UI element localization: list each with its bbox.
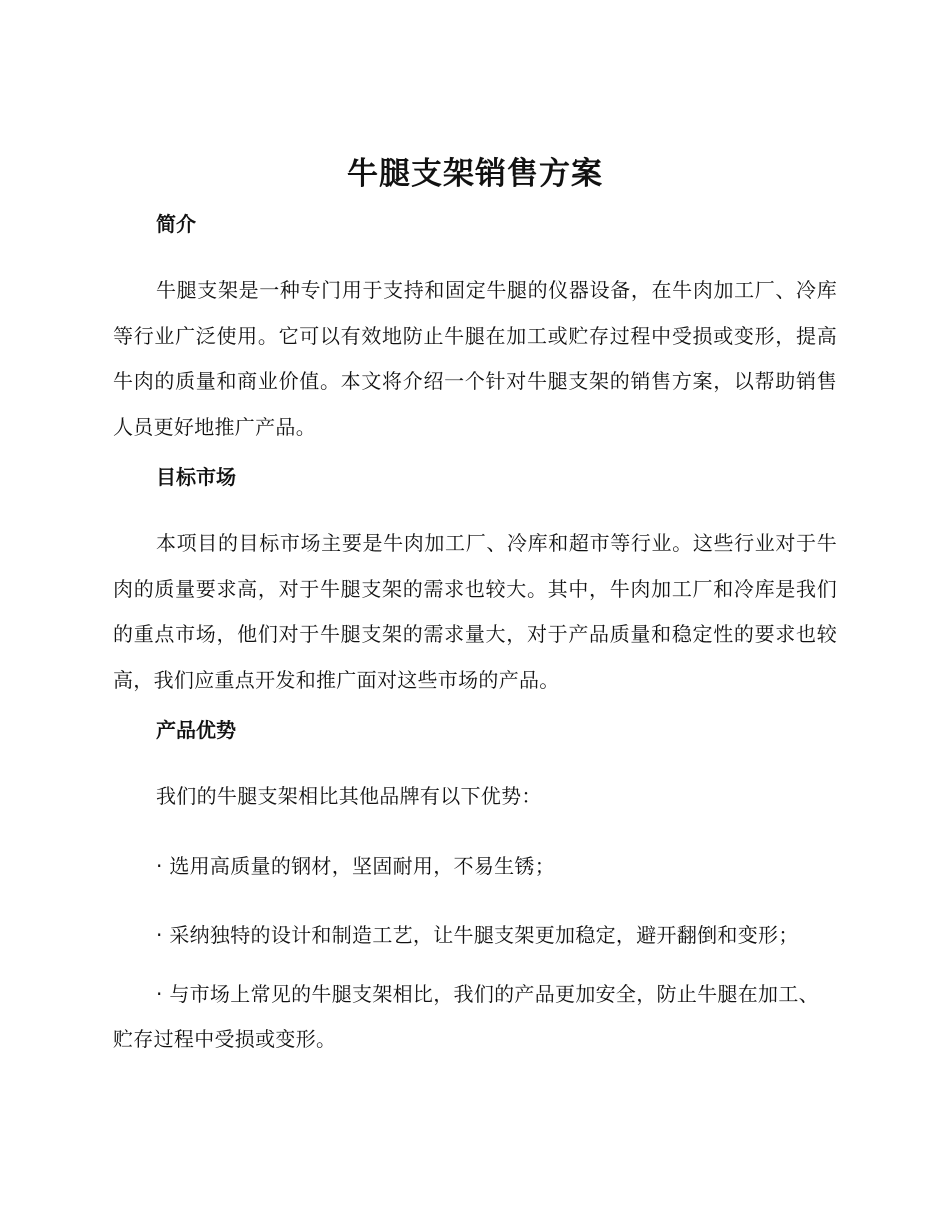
document-title: 牛腿支架销售方案 <box>347 156 603 192</box>
advantages-list <box>113 844 837 1063</box>
advantage-item: · 与市场上常见的牛腿支架相比，我们的产品更加安全，防止牛腿在加工、贮存过程中受损或变形。 <box>113 981 819 1051</box>
section-product-advantages <box>113 716 837 1063</box>
section-heading-intro: 简介 <box>156 212 196 236</box>
section-target-market <box>113 463 837 703</box>
section-intro <box>113 210 837 450</box>
advantages-intro: 我们的牛腿支架相比其他品牌有以下优势： <box>156 784 542 808</box>
advantage-item: · 采纳独特的设计和制造工艺，让牛腿支架更加稳定，避开翻倒和变形； <box>156 923 799 947</box>
section-heading-product-advantages: 产品优势 <box>156 718 236 742</box>
target-market-paragraph: 本项目的目标市场主要是牛肉加工厂、冷库和超市等行业。这些行业对于牛肉的质量要求高，对于牛腿支架的需求也较大。其中，牛肉加工厂和冷库是我们的重点市场，他们对于牛腿支架的需求量大，对于产品质量和稳定性的要求也较高，我们应重点开发和推广面对这些市场的产品。 <box>113 531 837 692</box>
intro-paragraph: 牛腿支架是一种专门用于支持和固定牛腿的仪器设备，在牛肉加工厂、冷库等行业广泛使用。它可以有效地防止牛腿在加工或贮存过程中受损或变形，提高牛肉的质量和商业价值。本文将介绍一个针对牛腿支架的销售方案，以帮助销售人员更好地推广产品。 <box>113 278 837 439</box>
advantage-item: · 选用高质量的钢材，坚固耐用，不易生锈； <box>156 853 556 878</box>
section-heading-target-market: 目标市场 <box>156 465 236 489</box>
